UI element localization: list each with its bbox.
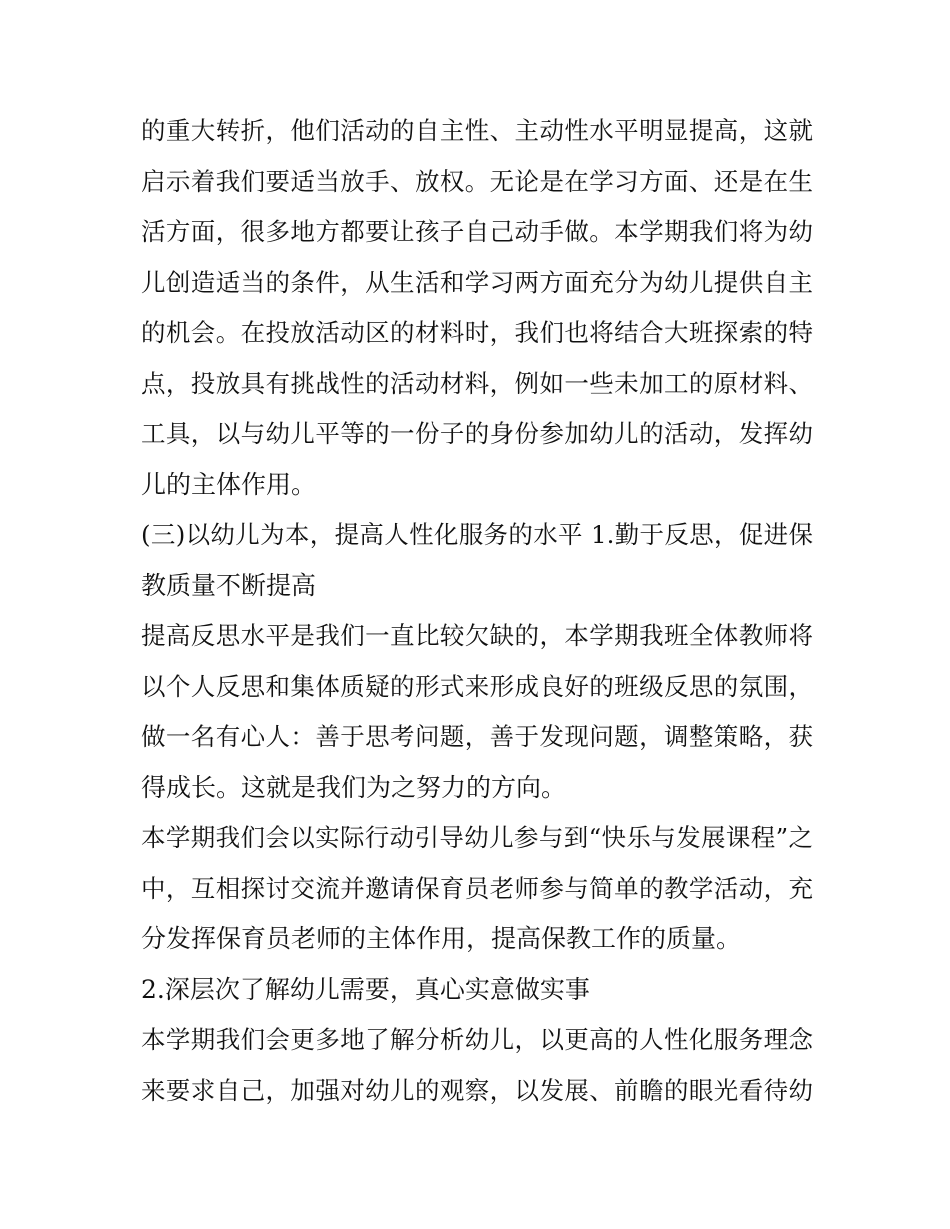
text-line: 点，投放具有挑战性的活动材料，例如一些未加工的原材料、	[141, 368, 813, 398]
text-line: 本学期我们会更多地了解分析幼儿，以更高的人性化服务理念	[141, 1025, 813, 1054]
text-line: 提高反思水平是我们一直比较欠缺的，本学期我班全体教师将	[141, 621, 813, 650]
text-line: 来要求自己，加强对幼儿的观察，以发展、前瞻的眼光看待幼	[141, 1075, 813, 1105]
text-line: 中，互相探讨交流并邀请保育员老师参与简单的教学活动，充	[141, 873, 813, 903]
document-body	[141, 106, 813, 1116]
text-line: 做一名有心人：善于思考问题，善于发现问题，调整策略，获	[141, 722, 813, 751]
text-line: 启示着我们要适当放手、放权。无论是在学习方面、还是在生	[141, 166, 813, 196]
section-heading: (三)以幼儿为本，提高人性化服务的水平 1.勤于反思，促进保	[141, 520, 813, 549]
text-line: 儿的主体作用。	[141, 469, 317, 499]
text-line: 活方面，很多地方都要让孩子自己动手做。本学期我们将为幼	[141, 217, 813, 246]
text-line: 的机会。在投放活动区的材料时，我们也将结合大班探索的特	[141, 318, 813, 347]
text-line: 得成长。这就是我们为之努力的方向。	[141, 772, 567, 802]
text-line: 本学期我们会以实际行动引导幼儿参与到“快乐与发展课程”之	[141, 823, 813, 852]
text-line: 工具，以与幼儿平等的一份子的身份参加幼儿的活动，发挥幼	[141, 419, 813, 448]
text-line: 儿创造适当的条件，从生活和学习两方面充分为幼儿提供自主	[141, 267, 813, 297]
text-line: 分发挥保育员老师的主体作用，提高保教工作的质量。	[141, 924, 742, 953]
section-heading: 2.深层次了解幼儿需要，真心实意做实事	[141, 974, 590, 1004]
text-line: 的重大转折，他们活动的自主性、主动性水平明显提高，这就	[141, 116, 813, 145]
section-heading: 教质量不断提高	[141, 570, 317, 600]
text-line: 以个人反思和集体质疑的形式来形成良好的班级反思的氛围，	[141, 671, 813, 701]
